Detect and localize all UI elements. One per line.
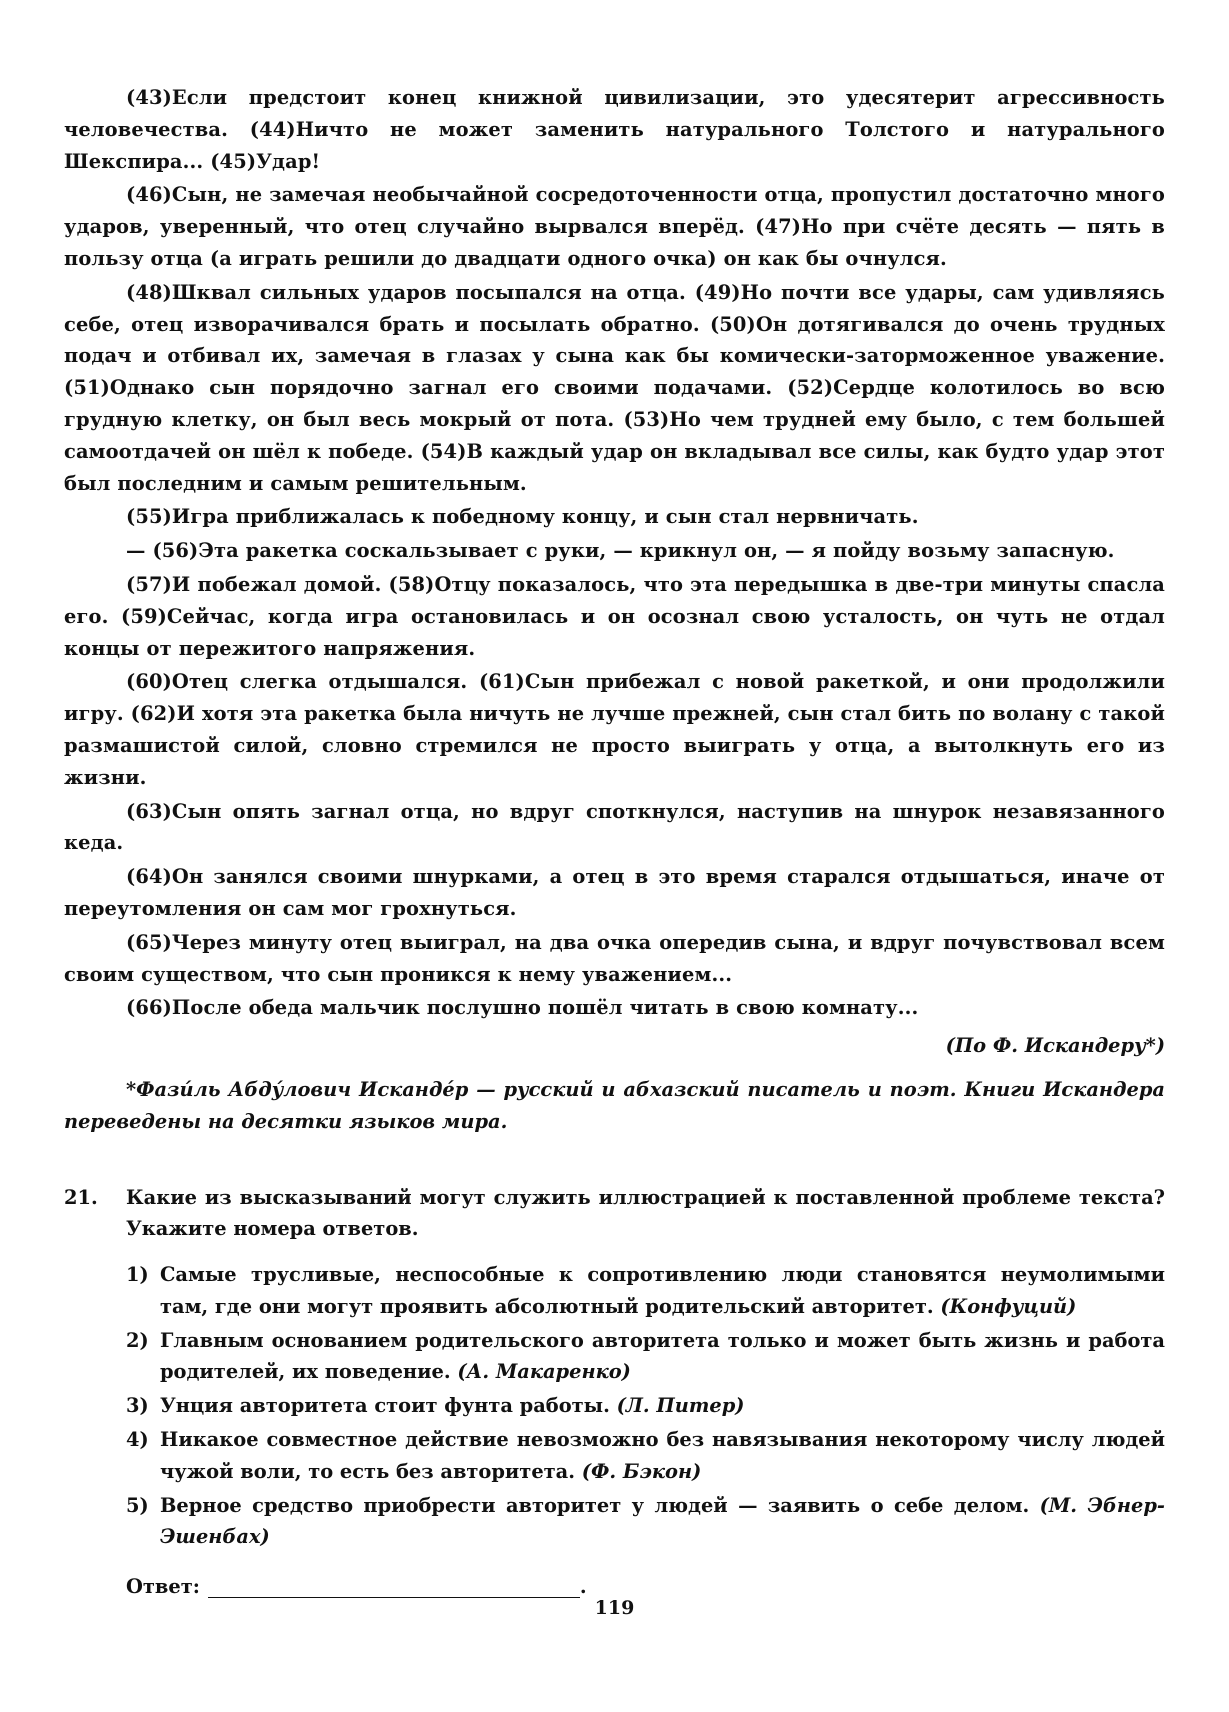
option-text-wrap bbox=[160, 1424, 1165, 1488]
answer-label: Ответ: bbox=[126, 1575, 200, 1599]
options-list bbox=[126, 1259, 1165, 1553]
text-paragraph: (43)Если предстоит конец книжной цивилизации, это удесятерит агрессивность человечества. (44)Ничто не может заменить натурального Толстого и натурального Шекспира... (45)Удар! bbox=[64, 86, 1165, 173]
answer-row bbox=[126, 1575, 1165, 1598]
option-text-wrap bbox=[160, 1490, 1165, 1554]
option-number: 3) bbox=[126, 1394, 149, 1418]
task-21 bbox=[64, 1182, 1165, 1599]
option-number: 2) bbox=[126, 1328, 149, 1352]
text-paragraph: (57)И побежал домой. (58)Отцу показалось, что эта передышка в две-три минуты спасла его. (59)Сейчас, когда игра остановилась и он осознал свою усталость, он чуть не отдал концы от пережитого напряжения. bbox=[64, 572, 1165, 660]
task-number: 21. bbox=[64, 1185, 98, 1209]
author-signature: (По Ф. Искандеру*) bbox=[945, 1034, 1165, 1058]
option-number: 4) bbox=[126, 1428, 149, 1452]
option-number: 5) bbox=[126, 1493, 149, 1517]
option-author: (М. Эбнер-Эшенбах) bbox=[160, 1493, 1165, 1549]
author-footnote: *Фази́ль Абду́лович Искандéр — русский и абхазский писатель и поэт. Книги Искандера переведены на десятки языков мира. bbox=[64, 1077, 1165, 1133]
task-question: Какие из высказываний могут служить иллюстрацией к поставленной проблеме текста? Укажите номера ответов. bbox=[126, 1185, 1165, 1241]
option-text: Никакое совместное действие невозможно без навязывания некоторому числу людей чужой воли, то есть без авторитета. bbox=[160, 1428, 1165, 1483]
option-item bbox=[126, 1259, 1165, 1323]
option-text: Верное средство приобрести авторитет у людей — заявить о себе делом. bbox=[160, 1493, 1030, 1517]
option-author: (Ф. Бэкон) bbox=[581, 1459, 702, 1483]
option-number: 1) bbox=[126, 1263, 149, 1287]
task-body bbox=[126, 1182, 1165, 1599]
option-text-wrap bbox=[160, 1325, 1165, 1389]
option-item bbox=[126, 1325, 1165, 1389]
text-paragraph: — (56)Эта ракетка соскальзывает с руки, — крикнул он, — я пойду возьму запасную. bbox=[126, 539, 1115, 563]
option-author: (А. Макаренко) bbox=[457, 1360, 631, 1384]
option-author: (Конфуций) bbox=[940, 1294, 1077, 1318]
page-content bbox=[64, 82, 1165, 1598]
answer-field[interactable] bbox=[208, 1575, 580, 1598]
text-paragraph: (66)После обеда мальчик послушно пошёл читать в свою комнату... bbox=[126, 996, 919, 1020]
option-text-wrap bbox=[160, 1259, 1165, 1323]
option-text: Главным основанием родительского авторитета только и может быть жизнь и работа родителей, их поведение. bbox=[160, 1328, 1165, 1384]
option-item bbox=[126, 1390, 1165, 1422]
text-paragraph: (65)Через минуту отец выиграл, на два очка опередив сына, и вдруг почувствовал всем своим существом, что сын проникся к нему уважением... bbox=[64, 930, 1165, 986]
text-paragraph: (46)Сын, не замечая необычайной сосредоточенности отца, пропустил достаточно много ударов, уверенный, что отец случайно вырвался вперёд. (47)Но при счёте десять — пять в пользу отца (а играть решили до двадцати одного очка) он как бы очнулся. bbox=[64, 183, 1165, 270]
option-text: Унция авторитета стоит фунта работы. bbox=[160, 1394, 610, 1418]
option-item bbox=[126, 1424, 1165, 1488]
text-paragraph: (60)Отец слегка отдышался. (61)Сын прибежал с новой ракеткой, и они продолжили игру. (62)И хотя эта ракетка была ничуть не лучше прежней, сын стал бить по волану с такой размашистой силой, словно стремился не просто выиграть у отца, а вытолкнуть его из жизни. bbox=[64, 670, 1165, 789]
text-paragraph: (63)Сын опять загнал отца, но вдруг споткнулся, наступив на шнурок незавязанного кеда. bbox=[64, 799, 1165, 855]
text-paragraph: (55)Игра приближалась к победному концу, и сын стал нервничать. bbox=[126, 505, 919, 529]
option-item bbox=[126, 1490, 1165, 1554]
page-number: 119 bbox=[594, 1597, 635, 1619]
text-paragraph: (64)Он занялся своими шнурками, а отец в это время старался отдышаться, иначе от переутомления он сам мог грохнуться. bbox=[64, 865, 1165, 920]
option-text: Самые трусливые, неспособные к сопротивлению люди становятся неумолимыми там, где они могут проявить абсолютный родительский авторитет. bbox=[160, 1263, 1165, 1318]
option-author: (Л. Питер) bbox=[616, 1394, 745, 1418]
text-paragraph: (48)Шквал сильных ударов посыпался на отца. (49)Но почти все удары, сам удивляясь себе, отец изворачивался брать и посылать обратно. (50)Он дотягивался до очень трудных подач и отбивал их, замечая в глазах у сына как бы комически-заторможенное уважение. (51)Однако сын порядочно загнал его своими подачами. (52)Сердце колотилось во всю грудную клетку, он был весь мокрый от пота. (53)Но чем трудней ему было, с тем большей самоотдачей он шёл к победе. (54)В каждый удар он вкладывал все силы, как будто удар этот был последним и самым решительным. bbox=[64, 280, 1165, 495]
option-text-wrap bbox=[160, 1390, 1165, 1422]
answer-period: . bbox=[579, 1575, 587, 1599]
